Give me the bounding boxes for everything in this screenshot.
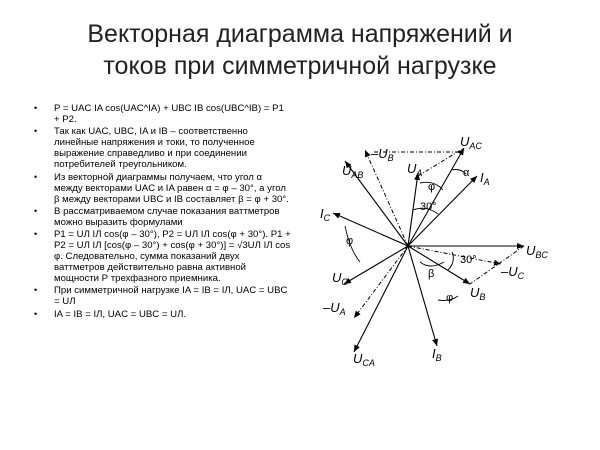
label-neg-ub: $-U_B$ [371,146,394,163]
angle-30-top: 30° [420,201,437,213]
slide-title [0,18,600,82]
label-ua: $U_A$ [407,161,423,178]
label-uac: $U_{AC}$ [460,134,482,151]
arc-30-right [448,252,453,270]
vector-ic [333,213,408,246]
label-ic: $I_C$ [320,206,331,223]
label-neg-ua: $-U_A$ [323,300,346,317]
angle-phi-b: φ [446,292,454,304]
bullet-item: • P1 = UЛ IЛ cos(φ – 30°), P2 = UЛ IЛ cos(φ + 30°). P1 + P2 = UЛ IЛ [cos(φ – 30°) + cos(φ + 30°)] = √3UЛ IЛ cos φ. Следовательно, сумма показаний двух ваттметров действительно равна активной мощности Р трехфазного приемника. [34,229,292,284]
bullet-item: • P = UAC IA cos(UAC^IA) + UBC IB cos(UBC^IB) = P1 + P2. [34,103,292,125]
angle-30-right: 30° [460,254,477,266]
vector-neg-ua [354,246,408,318]
angle-phi-c: φ [346,235,354,247]
vector-diagram [300,120,590,370]
label-ia: $I_A$ [480,170,490,187]
vector-ua [408,173,418,246]
angle-alpha: α [463,167,470,179]
label-neg-uc: $-U_C$ [501,264,525,281]
bullet-item: • При симметричной нагрузке IA = IB = IЛ, UAC = UBC = UЛ [34,285,292,307]
bullet-item: • Так как UAC, UBC, IA и IB – соответственно линейные напряжения и токи, то полученное выражение справедливо и при соединении потребителей треугольником. [34,126,292,170]
label-uab: $U_{AB}$ [342,163,364,180]
bullet-item: • Из векторной диаграммы получаем, что угол α между векторами UAC и IA равен α = φ – 30°, а угол β между векторами UBC и IB составляет β = φ + 30°. [34,172,292,205]
label-ub: $U_B$ [470,285,486,302]
title-line-1: Векторная диаграмма напряжений и [87,20,513,48]
bullet-item: • IA = IB = IЛ, UAC = UBC = UЛ. [34,309,292,320]
label-ubc: $U_{BC}$ [526,243,548,260]
vector-neg-ub [365,150,408,246]
label-uc: $U_C$ [332,270,348,287]
angle-beta: β [428,268,435,280]
bullet-item: • В рассматриваемом случае показания ваттметров можно выразить формулами [34,206,292,228]
label-uca: $U_{CA}$ [353,351,375,368]
title-line-2: токов при симметричной нагрузке [103,52,497,80]
angle-phi-a: φ [428,181,436,193]
bullet-list [34,103,292,321]
label-ib: $I_B$ [432,346,442,363]
